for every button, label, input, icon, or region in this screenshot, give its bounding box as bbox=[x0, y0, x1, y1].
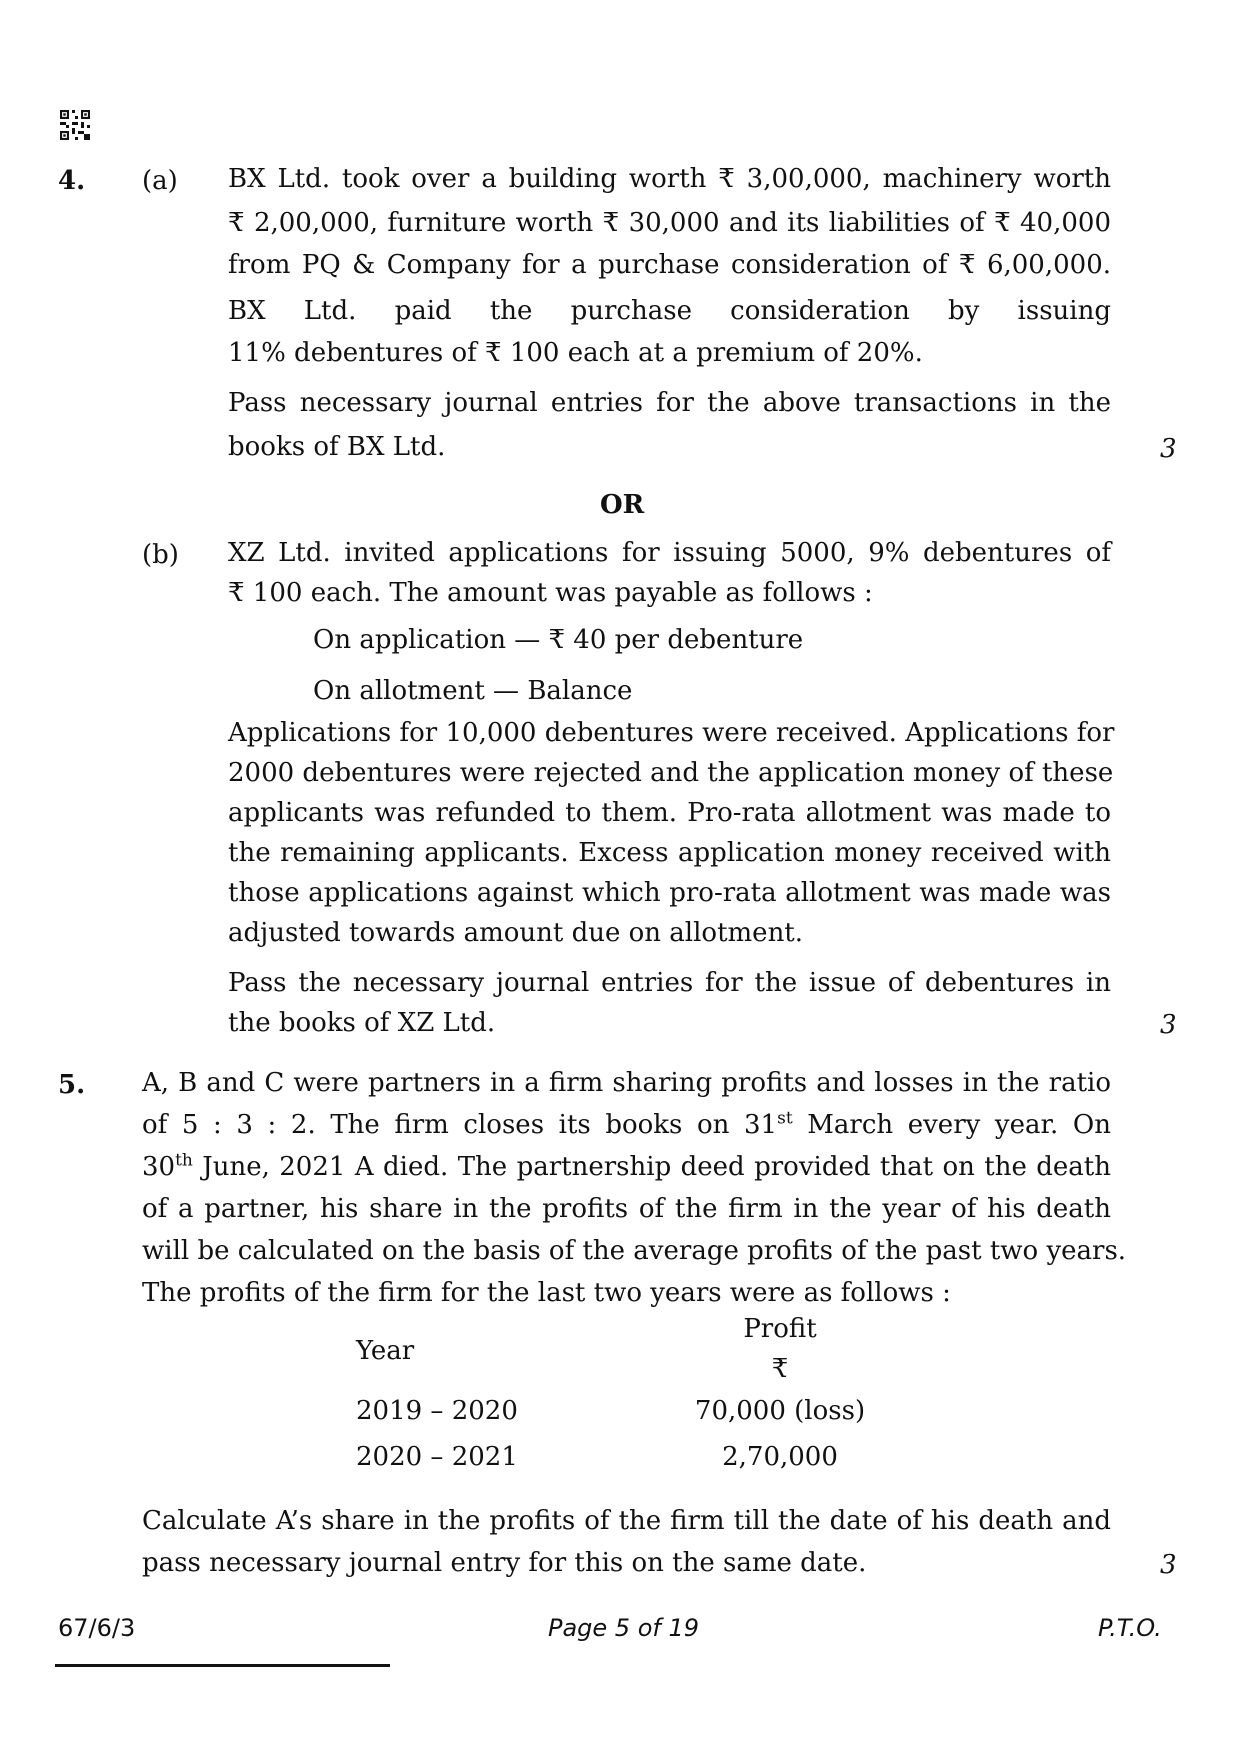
q4b-instruction: Pass the necessary journal entries for the issue of debentures in bbox=[228, 968, 1111, 998]
pto-label: P.T.O. bbox=[1098, 1614, 1162, 1642]
marks-label: 3 bbox=[1160, 1010, 1177, 1040]
q5-text-line: The profits of the firm for the last two years were as follows : bbox=[142, 1278, 951, 1308]
q4b-text-line: adjusted towards amount due on allotment. bbox=[228, 918, 804, 948]
page-number: Page 5 of 19 bbox=[548, 1614, 700, 1642]
q4a-instruction: Pass necessary journal entries for the above transactions in the bbox=[228, 388, 1111, 418]
q4a-instruction: books of BX Ltd. bbox=[228, 432, 446, 462]
footer-rule bbox=[55, 1664, 390, 1667]
marks-label: 3 bbox=[1160, 434, 1177, 464]
q5-instruction: pass necessary journal entry for this on the same date. bbox=[142, 1548, 867, 1578]
part-label-a: (a) bbox=[142, 166, 178, 196]
q4b-instruction: the books of XZ Ltd. bbox=[228, 1008, 496, 1038]
q4b-text-line: ₹ 100 each. The amount was payable as follows : bbox=[228, 578, 873, 608]
q4b-text-line: the remaining applicants. Excess application money received with bbox=[228, 838, 1111, 868]
or-separator: OR bbox=[600, 490, 645, 520]
table-header-year: Year bbox=[356, 1336, 415, 1366]
q5-text-line: A, B and C were partners in a firm sharing profits and losses in the ratio bbox=[142, 1068, 1111, 1098]
q4a-text-line: BX Ltd. paid the purchase consideration by issuing bbox=[228, 296, 1111, 326]
question-number: 5. bbox=[58, 1070, 86, 1100]
payment-terms-application: On application — ₹ 40 per debenture bbox=[313, 625, 804, 655]
q5-text-line: of a partner, his share in the profits of the firm in the year of his death bbox=[142, 1194, 1111, 1224]
q5-text-line: will be calculated on the basis of the average profits of the past two years. bbox=[142, 1236, 1127, 1266]
q4a-text-line: 11% debentures of ₹ 100 each at a premium of 20%. bbox=[228, 338, 923, 368]
q4b-text-line: applicants was refunded to them. Pro-rata allotment was made to bbox=[228, 798, 1111, 828]
qr-code-icon bbox=[60, 110, 90, 140]
q4a-text-line: ₹ 2,00,000, furniture worth ₹ 30,000 and its liabilities of ₹ 40,000 bbox=[228, 208, 1111, 238]
payment-terms-allotment: On allotment — Balance bbox=[313, 676, 633, 706]
question-number: 4. bbox=[58, 166, 86, 196]
table-cell-profit: 70,000 (loss) bbox=[694, 1396, 866, 1426]
q4b-text-line: those applications against which pro-rata allotment was made was bbox=[228, 878, 1111, 908]
table-header-profit: Profit bbox=[743, 1314, 817, 1344]
table-cell-year: 2020 – 2021 bbox=[356, 1442, 518, 1472]
q4a-text-line: BX Ltd. took over a building worth ₹ 3,00,000, machinery worth bbox=[228, 164, 1111, 194]
marks-label: 3 bbox=[1160, 1550, 1177, 1580]
table-cell-year: 2019 – 2020 bbox=[356, 1396, 518, 1426]
q4b-text-line: XZ Ltd. invited applications for issuing 5000, 9% debentures of bbox=[228, 538, 1111, 568]
part-label-b: (b) bbox=[142, 540, 179, 570]
q5-text-line: of 5 : 3 : 2. The firm closes its books on 31st March every year. On bbox=[142, 1108, 1111, 1140]
table-cell-profit: 2,70,000 bbox=[722, 1442, 838, 1472]
q4a-text-line: from PQ & Company for a purchase consideration of ₹ 6,00,000. bbox=[228, 250, 1111, 280]
q5-instruction: Calculate A’s share in the profits of the firm till the date of his death and bbox=[142, 1506, 1111, 1536]
q4b-text-line: 2000 debentures were rejected and the application money of these bbox=[228, 758, 1114, 788]
table-header-unit: ₹ bbox=[771, 1354, 789, 1384]
paper-code: 67/6/3 bbox=[58, 1614, 136, 1642]
q4b-text-line: Applications for 10,000 debentures were received. Applications for bbox=[228, 718, 1115, 748]
q5-text-line: 30th June, 2021 A died. The partnership deed provided that on the death bbox=[142, 1150, 1111, 1182]
